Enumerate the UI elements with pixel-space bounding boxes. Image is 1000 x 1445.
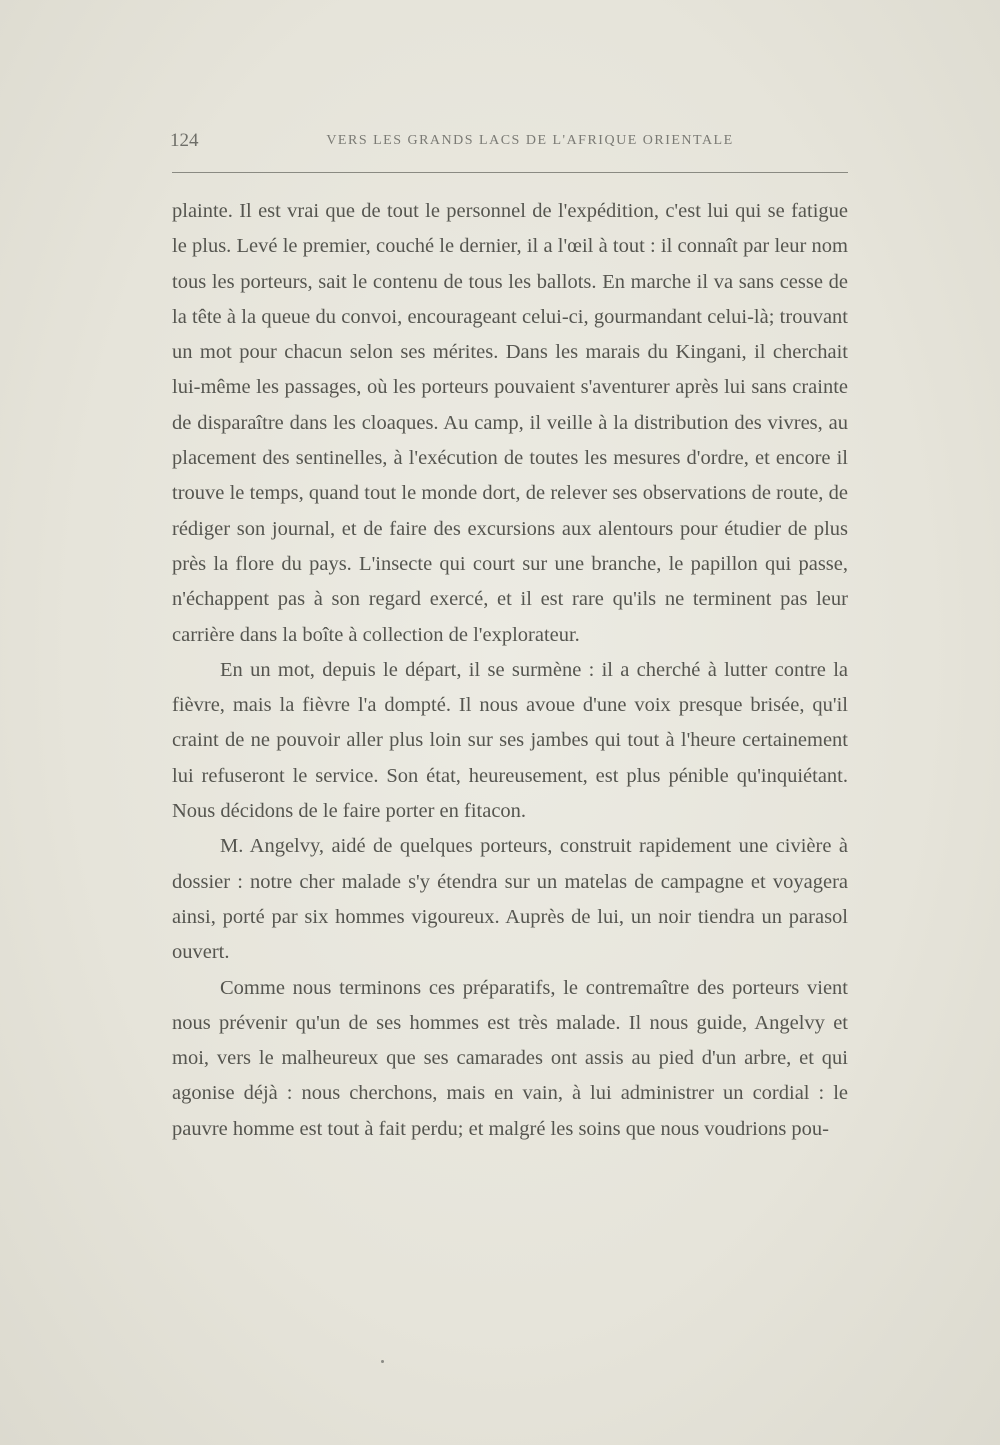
paragraph: Comme nous terminons ces préparatifs, le contremaître des porteurs vient nous prévenir qu'un de ses hommes est très malade. Il nous guide, Angelvy et moi, vers le malheureux que ses camarades ont assis au pied d'un arbre, et qui agonise déjà : nous cherchons, mais en vain, à lui administrer un cordial : le pauvre homme est tout à fait perdu; et malgré les soins que nous voudrions pou- bbox=[172, 976, 848, 1140]
paragraph: En un mot, depuis le départ, il se surmène : il a cherché à lutter contre la fièvre, mais la fièvre l'a dompté. Il nous avoue d'une voix presque brisée, qu'il craint de ne pouvoir aller plus loin sur ses jambes qui tout à l'heure certainement lui refuseront le service. Son état, heureusement, est plus pénible qu'inquiétant. Nous décidons de le faire porter en fitacon. bbox=[172, 658, 848, 823]
ink-speck bbox=[381, 1360, 384, 1363]
running-title: VERS LES GRANDS LACS DE L'AFRIQUE ORIENTALE bbox=[326, 133, 734, 148]
header-rule bbox=[172, 172, 848, 173]
paragraph: M. Angelvy, aidé de quelques porteurs, construit rapidement une civière à dossier : notre cher malade s'y étendra sur un matelas de campagne et voyagera ainsi, porté par six hommes vigoureux. Auprès de lui, un noir tiendra un parasol ouvert. bbox=[172, 835, 848, 964]
paragraph: plainte. Il est vrai que de tout le personnel de l'expédition, c'est lui qui se fatigue le plus. Levé le premier, couché le dernier, il a l'œil à tout : il connaît par leur nom tous les porteurs, sait le contenu de tous les ballots. En marche il va sans cesse de la tête à la queue du convoi, encourageant celui-ci, gourmandant celui-là; trouvant un mot pour chacun selon ses mérites. Dans les marais du Kingani, il cherchait lui-même les passages, où les porteurs pouvaient s'aventurer après lui sans crainte de disparaître dans les cloaques. Au camp, il veille à la distribution des vivres, au placement des sentinelles, à l'exécution de toutes les mesures d'ordre, et encore il trouve le temps, quand tout le monde dort, de relever ses observations de route, de rédiger son journal, et de faire des excursions aux alentours pour étudier de plus près la flore du pays. L'insecte qui court sur une branche, le papillon qui passe, n'échappent pas à son regard exercé, et il est rare qu'ils ne terminent pas leur carrière dans la boîte à collection de l'explorateur. bbox=[172, 200, 848, 646]
page-number: 124 bbox=[170, 130, 199, 151]
body-text bbox=[172, 194, 848, 1147]
